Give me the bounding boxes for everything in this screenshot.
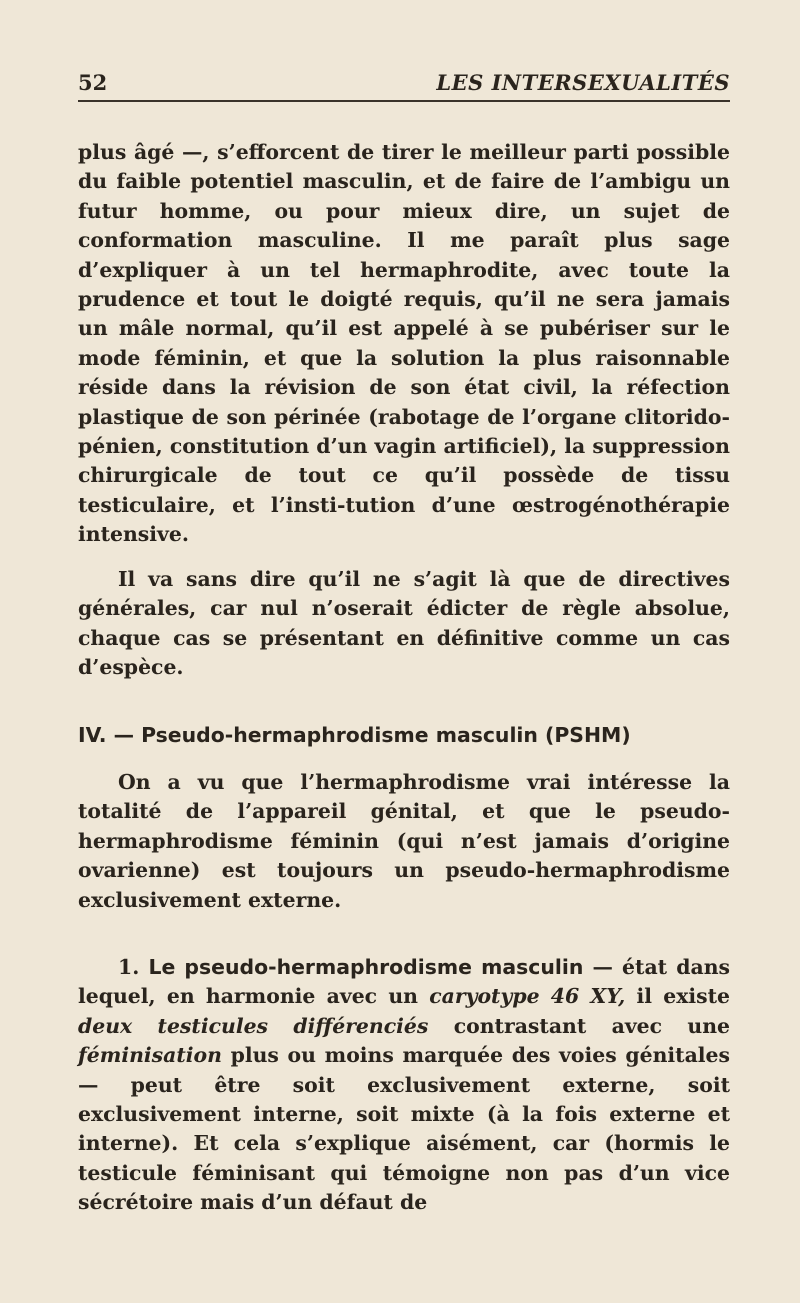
paragraph-4-italic1: caryotype 46 XY, <box>429 984 626 1009</box>
paragraph-4-part3: contrastant avec une <box>453 1013 731 1038</box>
paragraph-4-part2: il existe <box>636 984 730 1009</box>
paragraph-4 <box>78 953 730 1218</box>
paragraph-3: On a vu que l’hermaphrodisme vrai intéresse la totalité de l’appareil génital, et que le pseudo-hermaphrodisme féminin (qui n’est jamais d’origine ovarienne) est toujours un pseudo-hermaphrodisme exclusivement externe. <box>78 770 730 912</box>
section-heading: IV. — Pseudo-hermaphrodisme masculin (PSHM) <box>78 723 631 747</box>
paragraph-4-part1: — état dans lequel, en harmonie avec un <box>78 955 731 1009</box>
page-header <box>78 70 730 95</box>
paragraph-4-part4: plus ou moins marquée des voies génitales — peut être soit exclusivement externe, soit exclusivement interne, soit mixte (à la fois externe et interne). Et cela s’explique aisément, car (hormis le testicule féminisant qui témoigne non pas d’un vice sécrétoire mais d’un défaut de <box>78 1043 730 1215</box>
paragraph-2: Il va sans dire qu’il ne s’agit là que de directives générales, car nul n’oserait édicter de règle absolue, chaque cas se présentant en définitive comme un cas d’espèce. <box>78 567 730 680</box>
running-title: LES INTERSEXUALITÉS <box>436 70 730 95</box>
paragraph-1: plus âgé —, s’efforcent de tirer le meilleur parti possible du faible potentiel masculin, et de faire de l’ambigu un futur homme, ou pour mieux dire, un sujet de conformation masculine. Il me paraît plus sage d’expliquer à un tel hermaphrodite, avec toute la prudence et tout le doigté requis, qu’il ne sera jamais un mâle normal, qu’il est appelé à se pubériser sur le mode féminin, et que la solution la plus raisonnable réside dans la révision de son état civil, la réfection plastique de son périnée (rabotage de l’organe clitorido-pénien, constitution d’un vagin artificiel), la suppression chirurgicale de tout ce qu’il possède de tissu testiculaire, et l’insti-tution d’une œstrogénothérapie intensive. <box>78 140 730 547</box>
paragraph-4-italic2: deux testicules différenciés <box>78 1013 429 1038</box>
page-number: 52 <box>78 70 108 95</box>
paragraph-4-term: Le pseudo-hermaphrodisme masculin <box>148 955 584 979</box>
header-rule <box>78 100 730 102</box>
paragraph-4-italic3: féminisation <box>78 1043 222 1068</box>
paragraph-4-number: 1. <box>118 955 140 979</box>
